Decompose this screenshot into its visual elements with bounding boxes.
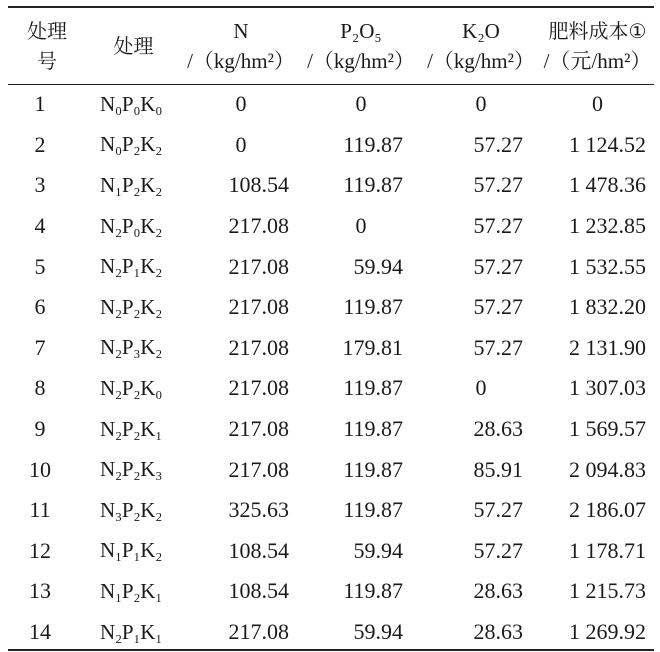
cell-cost: 1 832.20 <box>569 294 646 320</box>
cell-treatment: N₁P₁K₂ <box>100 538 163 563</box>
cell-k2o: 57.27 <box>473 334 523 360</box>
cell-p2o5: 0 <box>355 213 367 239</box>
cell-p2o5: 119.87 <box>343 294 403 320</box>
table-row <box>8 449 654 490</box>
cell-number: 10 <box>29 456 51 482</box>
cell-p2o5: 179.81 <box>342 334 403 360</box>
cell-cost: 1 569.57 <box>569 416 646 442</box>
cell-n: 217.08 <box>228 375 289 401</box>
cell-k2o: 28.63 <box>473 416 523 442</box>
cell-cost: 1 215.73 <box>569 578 646 604</box>
cell-treatment: N₃P₂K₂ <box>100 497 163 522</box>
header-n: N /（kg/hm²） <box>187 19 295 73</box>
cell-n: 217.08 <box>228 213 289 239</box>
table-row <box>8 409 654 450</box>
fertilizer-treatment-table <box>8 8 654 652</box>
cell-cost: 1 232.85 <box>569 213 646 239</box>
table-row <box>8 531 654 572</box>
cell-number: 2 <box>34 131 46 157</box>
cell-number: 14 <box>29 619 51 645</box>
table-row <box>8 328 654 369</box>
cell-treatment: N₁P₂K₂ <box>100 172 163 197</box>
cell-k2o: 28.63 <box>473 578 523 604</box>
cell-number: 3 <box>34 172 46 198</box>
cell-treatment: N₂P₂K₀ <box>100 375 163 400</box>
cell-p2o5: 119.87 <box>343 172 403 198</box>
cell-treatment: N₂P₂K₃ <box>100 457 163 482</box>
cell-p2o5: 119.87 <box>343 416 403 442</box>
header-p2o5: P₂O₅ /（kg/hm²） <box>307 19 415 73</box>
cell-p2o5: 119.87 <box>343 375 403 401</box>
cell-number: 5 <box>34 253 46 279</box>
cell-number: 13 <box>29 578 51 604</box>
cell-cost: 1 532.55 <box>569 253 646 279</box>
cell-cost: 1 178.71 <box>569 537 646 563</box>
cell-cost: 2 186.07 <box>569 497 646 523</box>
cell-number: 12 <box>29 537 51 563</box>
table-row <box>8 287 654 328</box>
cell-cost: 2 131.90 <box>569 334 646 360</box>
cell-treatment: N₀P₂K₂ <box>100 132 163 157</box>
cell-number: 7 <box>34 334 46 360</box>
cell-treatment: N₂P₂K₂ <box>100 294 163 319</box>
cell-treatment: N₀P₀K₀ <box>100 91 163 116</box>
cell-k2o: 57.27 <box>473 172 523 198</box>
header-k2o: K₂O /（kg/hm²） <box>427 19 535 73</box>
cell-n: 217.08 <box>228 253 289 279</box>
cell-n: 217.08 <box>228 294 289 320</box>
cell-k2o: 57.27 <box>473 213 523 239</box>
header-fertilizer-cost: 肥料成本① /（元/hm²） <box>543 19 652 73</box>
header-treatment: 处理 <box>113 34 154 58</box>
cell-k2o: 57.27 <box>473 253 523 279</box>
cell-number: 6 <box>34 294 46 320</box>
table-row <box>8 84 654 125</box>
cell-n: 217.08 <box>228 619 289 645</box>
cell-k2o: 57.27 <box>473 131 523 157</box>
table-row <box>8 206 654 247</box>
cell-cost: 1 307.03 <box>569 375 646 401</box>
cell-n: 108.54 <box>228 578 289 604</box>
cell-k2o: 0 <box>475 91 487 117</box>
cell-treatment: N₂P₃K₂ <box>100 335 163 360</box>
cell-n: 217.08 <box>228 416 289 442</box>
cell-p2o5: 59.94 <box>353 537 403 563</box>
cell-number: 8 <box>34 375 46 401</box>
cell-cost: 2 094.83 <box>569 456 646 482</box>
cell-cost: 1 124.52 <box>569 131 646 157</box>
cell-number: 1 <box>34 91 46 117</box>
header-row <box>8 8 654 84</box>
cell-n: 108.54 <box>228 537 289 563</box>
table-row <box>8 165 654 206</box>
cell-n: 0 <box>235 91 247 117</box>
table-row <box>8 368 654 409</box>
cell-p2o5: 119.87 <box>343 456 403 482</box>
cell-treatment: N₂P₁K₁ <box>100 619 163 644</box>
cell-number: 4 <box>34 213 46 239</box>
cell-treatment: N₂P₁K₂ <box>100 254 163 279</box>
cell-k2o: 0 <box>475 375 487 401</box>
cell-p2o5: 59.94 <box>353 619 403 645</box>
cell-k2o: 28.63 <box>473 619 523 645</box>
cell-n: 0 <box>235 131 247 157</box>
cell-k2o: 57.27 <box>473 294 523 320</box>
table-row <box>8 571 654 612</box>
cell-n: 108.54 <box>228 172 289 198</box>
table-row <box>8 246 654 287</box>
cell-cost: 1 269.92 <box>569 619 646 645</box>
header-treatment-number: 处理 号 <box>27 19 67 73</box>
cell-k2o: 57.27 <box>473 537 523 563</box>
cell-p2o5: 119.87 <box>343 578 403 604</box>
cell-treatment: N₂P₂K₁ <box>100 416 163 441</box>
cell-n: 217.08 <box>228 334 289 360</box>
cell-cost: 1 478.36 <box>569 172 646 198</box>
cell-p2o5: 0 <box>355 91 367 117</box>
table-body <box>8 84 654 652</box>
cell-number: 11 <box>29 497 51 523</box>
cell-treatment: N₂P₀K₂ <box>100 213 163 238</box>
cell-treatment: N₁P₂K₁ <box>100 578 163 603</box>
cell-number: 9 <box>34 416 46 442</box>
cell-n: 325.63 <box>228 497 289 523</box>
table-row <box>8 125 654 166</box>
cell-p2o5: 119.87 <box>343 131 403 157</box>
cell-n: 217.08 <box>228 456 289 482</box>
table-row <box>8 612 654 652</box>
cell-p2o5: 119.87 <box>343 497 403 523</box>
cell-k2o: 85.91 <box>473 456 523 482</box>
cell-k2o: 57.27 <box>473 497 523 523</box>
table-row <box>8 490 654 531</box>
cell-p2o5: 59.94 <box>353 253 403 279</box>
cell-cost: 0 <box>592 91 603 117</box>
